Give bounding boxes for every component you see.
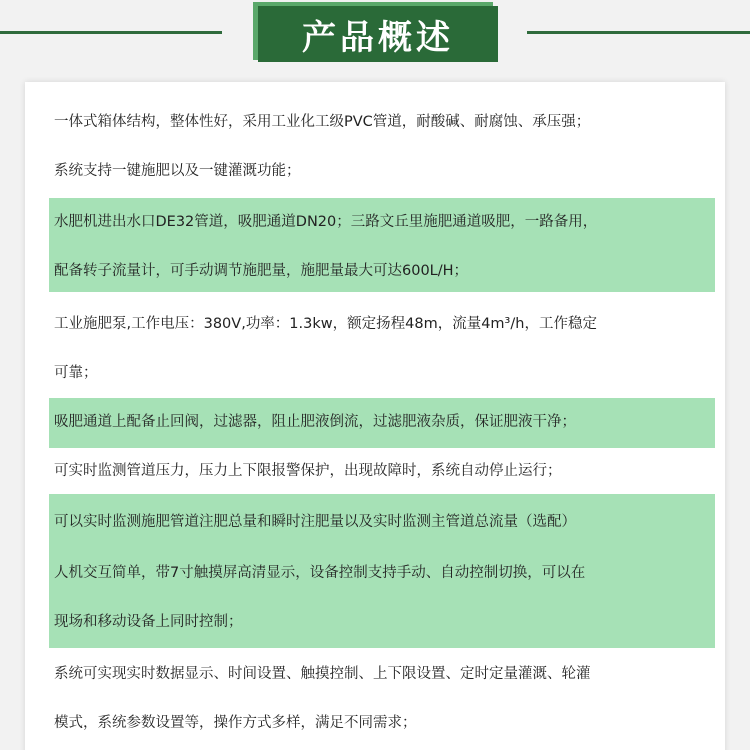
text-line: 现场和移动设备上同时控制；	[54, 614, 243, 630]
header-divider-right	[527, 31, 750, 34]
text-line: 吸肥通道上配备止回阀，过滤器，阻止肥液倒流，过滤肥液杂质，保证肥液干净；	[54, 414, 576, 430]
text-line: 系统支持一键施肥以及一键灌溉功能；	[54, 163, 301, 179]
text-line: 模式，系统参数设置等，操作方式多样，满足不同需求；	[54, 715, 417, 731]
header-divider-left	[0, 31, 222, 34]
page-title: 产品概述	[302, 17, 454, 58]
text-line: 可靠；	[54, 365, 98, 381]
title-banner-main	[258, 6, 498, 62]
text-line: 可实时监测管道压力，压力上下限报警保护，出现故障时，系统自动停止运行；	[54, 463, 562, 479]
text-line: 人机交互简单，带7寸触摸屏高清显示，设备控制支持手动、自动控制切换，可以在	[54, 565, 586, 581]
text-line: 可以实时监测施肥管道注肥总量和瞬时注肥量以及实时监测主管道总流量（选配）	[54, 514, 576, 530]
text-line: 一体式箱体结构，整体性好，采用工业化工级PVC管道，耐酸碱、耐腐蚀、承压强；	[54, 114, 591, 130]
title-banner	[253, 2, 499, 62]
text-line: 系统可实现实时数据显示、时间设置、触摸控制、上下限设置、定时定量灌溉、轮灌	[54, 666, 591, 682]
text-line: 工业施肥泵,工作电压：380V,功率：1.3kw，额定扬程48m，流量4m³/h，工作稳定	[54, 316, 597, 332]
text-line: 水肥机进出水口DE32管道，吸肥通道DN20；三路文丘里施肥通道吸肥，一路备用，	[54, 214, 598, 230]
content-card	[25, 82, 725, 750]
text-line: 配备转子流量计，可手动调节施肥量，施肥量最大可达600L/H；	[54, 263, 469, 279]
